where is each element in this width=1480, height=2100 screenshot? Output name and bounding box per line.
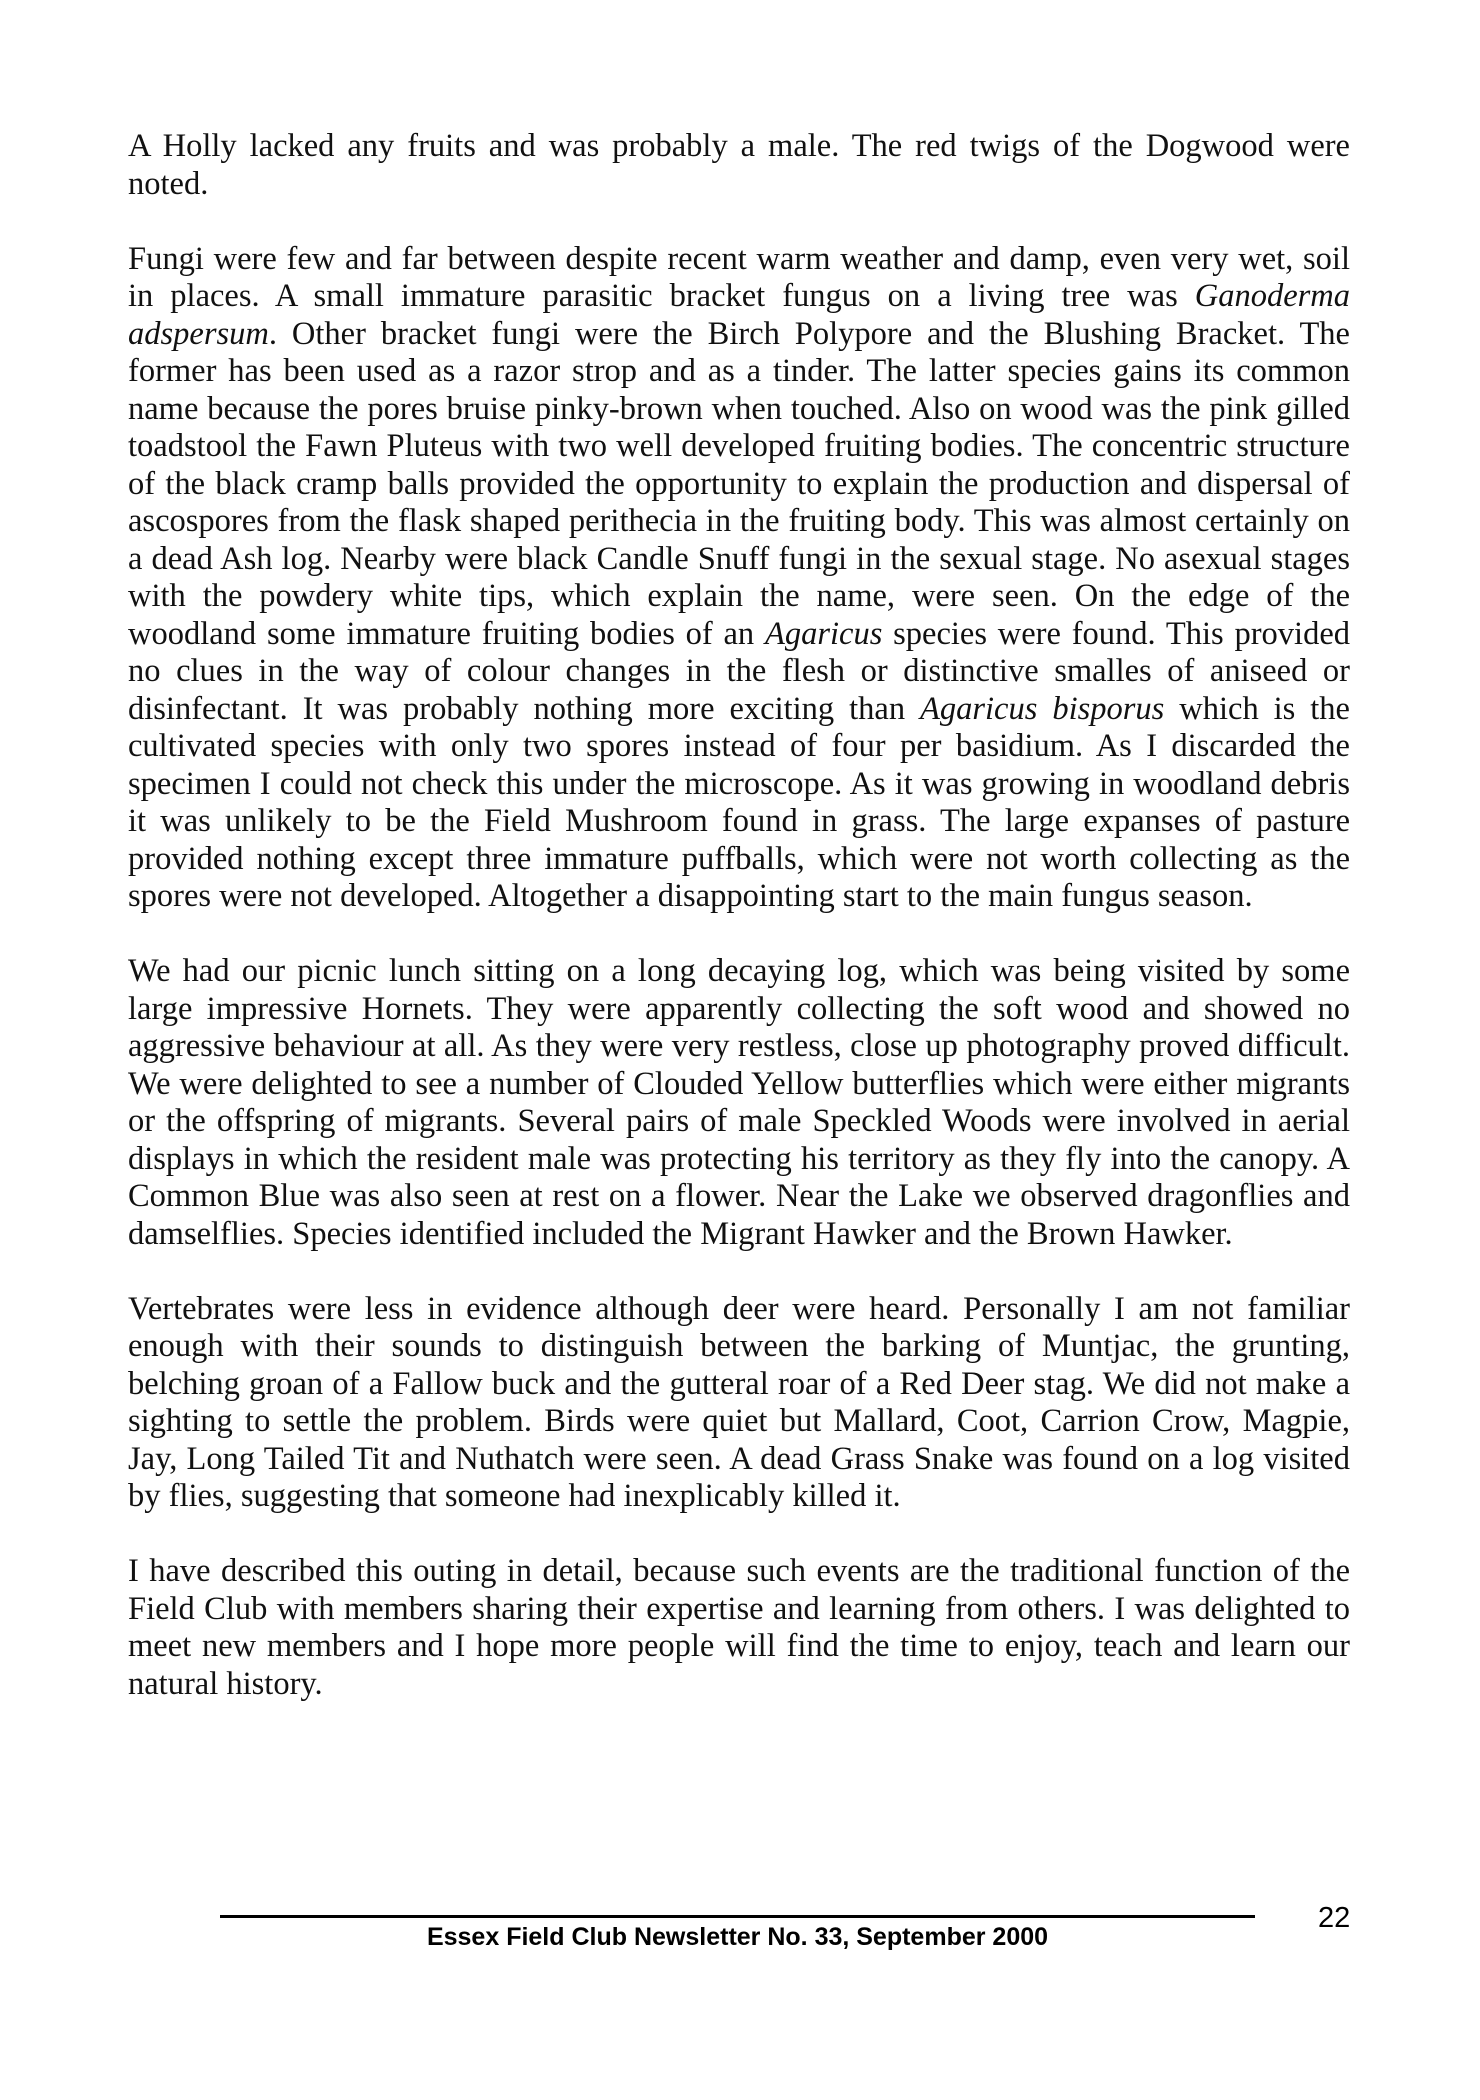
article-body — [128, 128, 1350, 1703]
species-name: Agaricus bisporus — [920, 690, 1165, 727]
footer-divider — [220, 1915, 1255, 1918]
text-run: A Holly lacked any fruits and was probably a male. The red twigs of the Dogwood were noted. — [128, 128, 1350, 202]
paragraph — [128, 128, 1350, 203]
paragraph — [128, 1553, 1350, 1703]
paragraph — [128, 953, 1350, 1253]
text-run: I have described this outing in detail, because such events are the traditional function of the Field Club with members sharing their expertise and learning from others. I was delighted to meet new members and I hope more people will find the time to enjoy, teach and learn our natural history. — [128, 1553, 1350, 1702]
text-run: Vertebrates were less in evidence although deer were heard. Personally I am not familiar enough with their sounds to distinguish between the barking of Muntjac, the grunting, belching groan of a Fallow buck and the gutteral roar of a Red Deer stag. We did not make a sighting to settle the problem. Birds were quiet but Mallard, Coot, Carrion Crow, Magpie, Jay, Long Tailed Tit and Nuthatch were seen. A dead Grass Snake was found on a log visited by flies, suggesting that someone had inexplicably killed it. — [128, 1290, 1350, 1514]
page-number: 22 — [1318, 1902, 1351, 1934]
newsletter-footer-title: Essex Field Club Newsletter No. 33, September 2000 — [426, 1923, 1049, 1951]
text-run: Fungi were few and far between despite recent warm weather and damp, even very wet, soil in places. A small immature parasitic bracket fungus on a living tree was — [128, 240, 1350, 314]
paragraph — [128, 1291, 1350, 1516]
species-name: Ganoderma adspersum — [128, 278, 1350, 352]
paragraph — [128, 241, 1350, 916]
text-run: species were found. This provided no clues in the way of colour changes in the flesh or distinctive smalles of aniseed or disinfectant. It was probably nothing more exciting than — [128, 615, 1350, 727]
text-run: We had our picnic lunch sitting on a long decaying log, which was being visited by some large impressive Hornets. They were apparently collecting the soft wood and showed no aggressive behaviour at all. As they were very restless, close up photography proved difficult. We were delighted to see a number of Clouded Yellow butterflies which were either migrants or the offspring of migrants. Several pairs of male Speckled Woods were involved in aerial displays in which the resident male was protecting his territory as they fly into the canopy. A Common Blue was also seen at rest on a flower. Near the Lake we observed dragonflies and damselflies. Species identified included the Migrant Hawker and the Brown Hawker. — [128, 953, 1350, 1252]
text-run: . Other bracket fungi were the Birch Polypore and the Blushing Bracket. The former has been used as a razor strop and as a tinder. The latter species gains its common name because the pores bruise pinky-brown when touched. Also on wood was the pink gilled toadstool the Fawn Pluteus with two well developed fruiting bodies. The concentric structure of the black cramp balls provided the opportunity to explain the production and dispersal of ascospores from the flask shaped perithecia in the fruiting body. This was almost certainly on a dead Ash log. Nearby were black Candle Snuff fungi in the sexual stage. No asexual stages with the powdery white tips, which explain the name, were seen. On the edge of the woodland some immature fruiting bodies of an — [128, 315, 1350, 652]
species-name: Agaricus — [764, 615, 883, 652]
text-run: which is the cultivated species with only two spores instead of four per basidium. As I discarded the specimen I could not check this under the microscope. As it was growing in woodland debris it was unlikely to be the Field Mushroom found in grass. The large expanses of pasture provided nothing except three immature puffballs, which were not worth collecting as the spores were not developed. Altogether a disappointing start to the main fungus season. — [128, 690, 1350, 914]
